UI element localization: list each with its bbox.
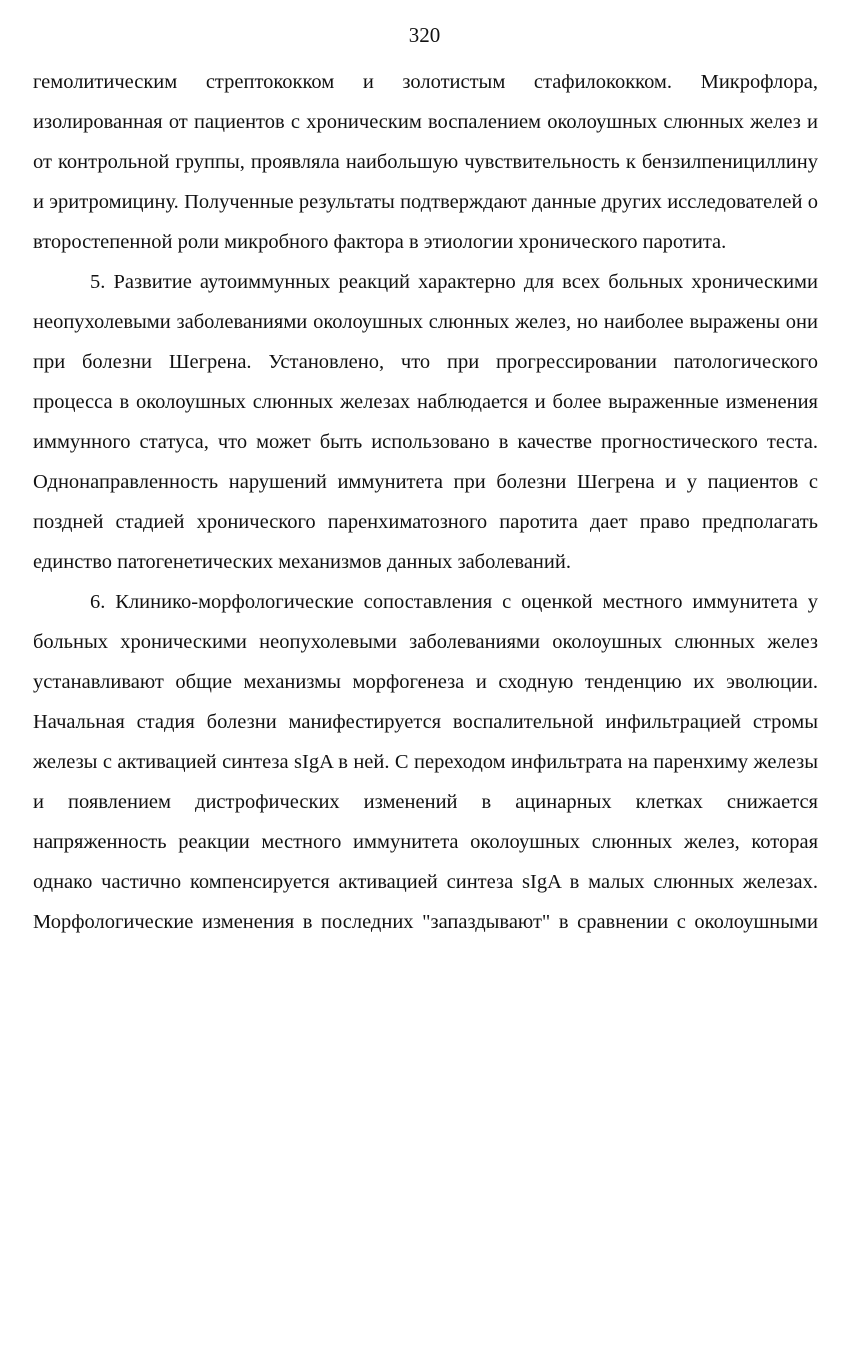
paragraph-continuation: гемолитическим стрептококком и золотистым стафилококком. Микрофлора, изолированная от пациентов с хроническим воспалением околоушных слюнных желез и от контрольной группы, проявляла наибольшую чувствительность к бензилпенициллину и эритромицину. Полученные результаты подтверждают данные других исследователей о второстепенной роли микробного фактора в этиологии хронического паротита. xyxy=(33,71,818,253)
paragraph-item-6: 6. Клинико-морфологические сопоставления с оценкой местного иммунитета у больных хроническими неопухолевыми заболеваниями околоушных слюнных желез устанавливают общие механизмы морфогенеза и сходную тенденцию их эволюции. Начальная стадия болезни манифестируется воспалительной инфильтрацией стромы железы с активацией синтеза sIgA в ней. С переходом инфильтрата на паренхиму железы и появлением дистрофических изменений в ацинарных клетках снижается напряженность реакции местного иммунитета околоушных слюнных желез, которая однако частично компенсируется активацией синтеза sIgA в малых слюнных железах. Морфологические изменения в последних "запаздывают" в сравнении с околоушными xyxy=(33,591,818,933)
page-body-text xyxy=(33,62,818,942)
page-number: 320 xyxy=(408,23,441,47)
paragraph-item-5: 5. Развитие аутоиммунных реакций характерно для всех больных хроническими неопухолевыми заболеваниями околоушных слюнных желез, но наиболее выражены они при болезни Шегрена. Установлено, что при прогрессировании патологического процесса в околоушных слюнных железах наблюдается и более выраженные изменения иммунного статуса, что может быть использовано в качестве прогностического теста. Однонаправленность нарушений иммунитета при болезни Шегрена и у пациентов с поздней стадией хронического паренхиматозного паротита дает право предполагать единство патогенетических механизмов данных заболеваний. xyxy=(33,271,818,573)
